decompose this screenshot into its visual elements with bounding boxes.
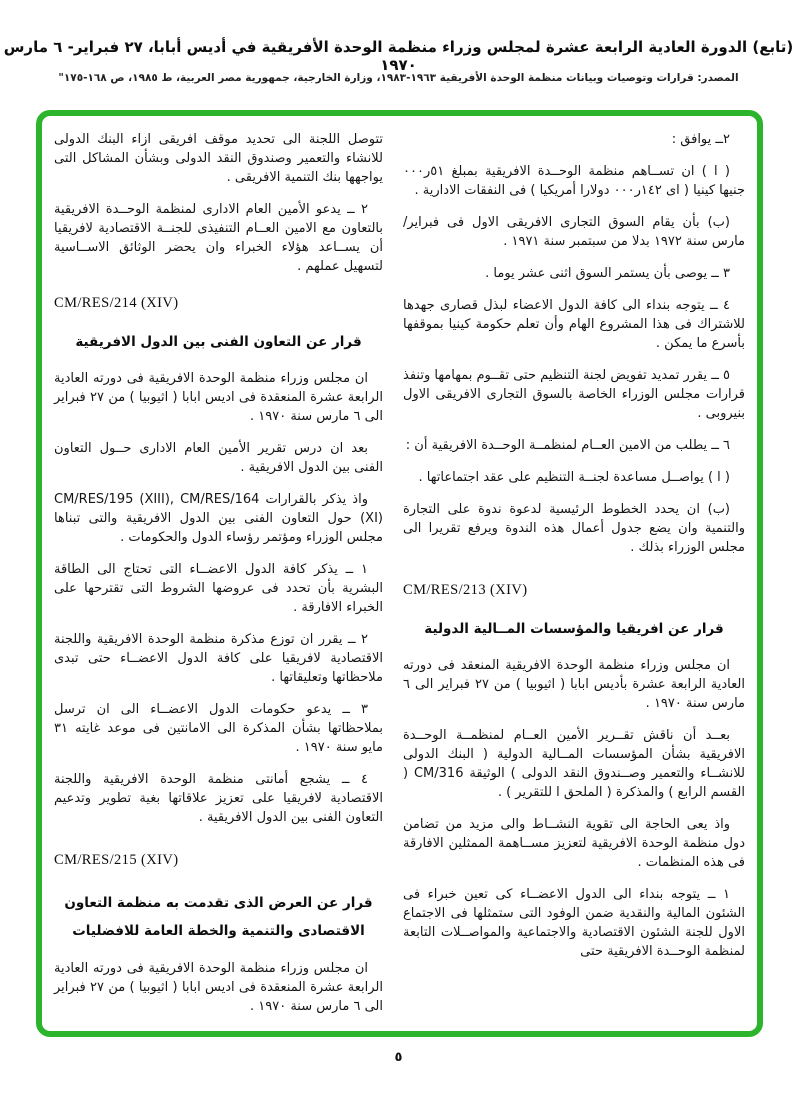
paragraph: واذ يعى الحاجة الى تقوية النشــاط والى مزيد من تضامن دول منظمة الوحدة الافريقية لتعزيز مســاهمة الممثلين الافارقة فى هذه المنظمات . [403, 817, 745, 870]
resolution-ref: CM/RES/214 (XIV) [54, 295, 179, 311]
paragraph: (ب) ان يحدد الخطوط الرئيسية لدعوة ندوة على التجارة والتنمية وان يضع جدول أعمال هذه الندوة ويرفع تقريرا الى مجلس الوزراء بذلك . [403, 502, 745, 555]
paragraph: ( ا ) يواصــل مساعدة لجنــة التنظيم على عقد اجتماعاتها . [418, 470, 730, 485]
paragraph: بعد ان درس تقرير الأمين العام الادارى حــول التعاون الفنى بين الدول الافريقية . [54, 441, 383, 475]
resolution-title: قرار عن افريقيا والمؤسسات المــالية الدولية [424, 621, 724, 637]
paragraph: ان مجلس وزراء منظمة الوحدة الافريقية فى دورته العادية الرابعة عشرة المنعقدة فى اديس ابابا ( اثيوبيا ) من ٢٧ فبراير الى ٦ مارس سنة ١٩٧٠ . [54, 371, 383, 424]
paragraph: ٢ــ يوافق : [671, 132, 730, 147]
highlight-border-box [36, 110, 763, 1037]
document-header-line: (تابع) الدورة العادية الرابعة عشرة لمجلس وزراء منظمة الوحدة الأفريقية في أديس أبابا، ٢٧ فبراير- ٦ مارس ١٩٧٠ [3, 38, 794, 74]
resolution-title: قرار عن العرض الذى تقدمت به منظمة التعاون الاقتصادى والتنمية والخطة العامة للافضليات [64, 895, 373, 939]
paragraph: ان مجلس وزراء منظمة الوحدة الافريقية فى دورته العادية الرابعة عشرة المنعقدة فى اديس ابابا ( اثيوبيا ) من ٢٧ فبراير الى ٦ مارس سنة ١٩٧٠ . [54, 961, 383, 1015]
column-left [54, 130, 383, 1031]
paragraph: ان مجلس وزراء منظمة الوحدة الافريقية المنعقد فى دورته العادية الرابعة عشرة بأديس ابابا ( اثيوبيا ) من ٢٧ فبراير الى ٦ مارس سنة ١٩٧٠ . [403, 658, 745, 711]
resolution-ref: CM/RES/213 (XIV) [403, 582, 528, 598]
paragraph: ٢ ــ يقرر ان توزع مذكرة منظمة الوحدة الافريقية واللجنة الاقتصادية لافريقيا على كافة الدول الاعضــاء حتى تبدى ملاحظاتها وتعليقاتها . [54, 632, 383, 685]
document-source-line: المصدر: قرارات وتوصيات وبيانات منظمة الوحدة الأفريقية ١٩٦٣-١٩٨٣، وزارة الخارجية، جمهورية مصر العربية، ط ١٩٨٥، ص ١٦٨-١٧٥" [58, 72, 739, 84]
paragraph: واذ يذكر بالقرارات CM/RES/195 (XIII), CM/RES/164 (XI) حول التعاون الفنى بين الدول الافريقية والتى تبناها مجلس الوزراء ومؤتمر رؤساء الدول والحكومات . [54, 492, 383, 545]
paragraph: (ب) بأن يقام السوق التجارى الافريقى الاول فى فبراير/مارس سنة ١٩٧٢ بدلا من سبتمبر سنة ١٩٧١ . [403, 215, 745, 249]
resolution-ref: CM/RES/215 (XIV) [54, 852, 179, 868]
paragraph: ٢ ــ يدعو الأمين العام الادارى لمنظمة الوحــدة الافريقية بالتعاون مع الامين العــام التنفيذى للجنــة الاقتصادية لافريقيا أن يســاعد هؤلاء الخبراء وان يحضر الوثائق الاســاسية لتسهيل عملهم . [54, 202, 383, 274]
paragraph: ٦ ــ يطلب من الامين العــام لمنظمــة الوحــدة الافريقية أن : [405, 438, 730, 453]
resolution-title: قرار عن التعاون الفنى بين الدول الافريقية [75, 334, 362, 350]
paragraph: ٤ ــ يتوجه بنداء الى كافة الدول الاعضاء لبذل قصارى جهدها للاشتراك فى هذا المشروع الهام وأن تعلم حكومة كينيا بموقفها بأسرع ما يمكن . [403, 298, 745, 351]
two-column-text-area [42, 116, 757, 1031]
paragraph: ٣ ــ يدعو حكومات الدول الاعضــاء الى ان ترسل بملاحظاتها بشأن المذكرة الى الامانتين فى موعد غايته ٣١ مايو سنة ١٩٧٠ . [54, 702, 383, 755]
paragraph: تتوصل اللجنة الى تحديد موقف افريقى ازاء البنك الدولى للانشاء والتعمير وصندوق النقد الدولى وبشأن المشاكل التى يواجهها بنك التنمية الافريقى . [54, 132, 383, 185]
paragraph: ٥ ــ يقرر تمديد تفويض لجنة التنظيم حتى تقــوم بمهامها وتنفذ قرارات مجلس الوزراء الخاصة بالسوق التجارى الافريقى الاول بنيروبى . [403, 368, 745, 421]
column-right [403, 130, 745, 1031]
paragraph: ١ ــ يتوجه بنداء الى الدول الاعضــاء كى تعين خبراء فى الشئون المالية والنقدية ضمن الوفود التى ستمثلها فى الاجتماع الاول للجنة الشئون الاقتصادية والاجتماعية والمواصــلات التابعة لمنظمة الوحــدة الافريقية حتى [403, 887, 745, 959]
paragraph: ١ ــ يذكر كافة الدول الاعضــاء التى تحتاج الى الطاقة البشرية بأن تحدد فى عروضها الشروط التى تقترحها على الخبراء الافارقة . [54, 562, 383, 615]
page-number: ٥ [394, 1050, 403, 1065]
paragraph: ( ا ) ان تســاهم منظمة الوحــدة الافريقية بمبلغ ٥١ر٠٠٠ جنيها كينيا ( اى ١٤٢ر٠٠٠ دولارا أمريكيا ) فى النفقات الادارية . [403, 164, 745, 198]
paragraph: بعــد أن ناقش تقــرير الأمين العــام لمنظمــة الوحــدة الافريقية بشأن المؤسسات المــالية الدولية ( البنك الدولى للانشــاء والتعمير وصــندوق النقد الدولى ) الوثيقة CM/316 ( القسم الرابع ) والمذكرة ( الملحق ا للتقرير ) . [403, 728, 745, 800]
paragraph: ٣ ــ يوصى بأن يستمر السوق اثنى عشر يوما . [485, 266, 730, 281]
paragraph: ٤ ــ يشجع أمانتى منظمة الوحدة الافريقية واللجنة الاقتصادية لافريقيا على تعزيز علاقاتها بغية تطوير وتدعيم التعاون الفنى بين الدول الافريقية . [54, 772, 383, 825]
